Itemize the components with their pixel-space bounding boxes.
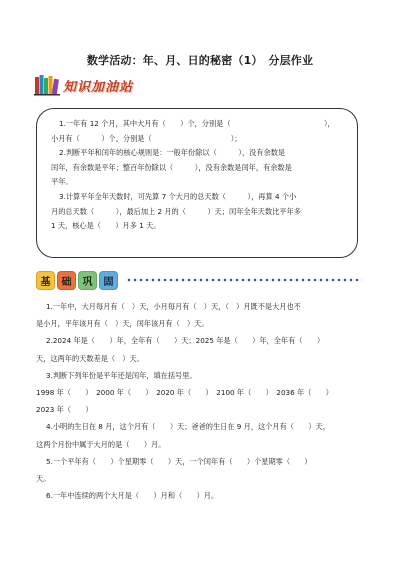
exercise-line: 这两个月份中属于大月的是（ ）月。 — [36, 439, 166, 449]
exercise-line: 天，这两年的天数差是（ ）天。 — [36, 353, 144, 363]
banner-tile: 基 — [36, 271, 55, 290]
banner-tile: 础 — [57, 271, 76, 290]
exercise-line: 天。 — [36, 474, 51, 484]
knowledge-line: 小月有（ ）个，分别是（ ）； — [51, 133, 242, 143]
knowledge-line: 平年。 — [51, 177, 73, 187]
knowledge-text — [51, 117, 349, 234]
dotted-divider — [126, 278, 362, 282]
knowledge-line: 2.判断平年和闰年的核心规则是：一般年份除以（ ），没有余数是 — [59, 148, 286, 158]
consolidation-banner — [36, 268, 362, 292]
knowledge-line: 3.计算平年全年天数时，可先算 7 个大月的总天数（ ），再算 4 个小 — [59, 191, 297, 201]
exercise-line: 6.一年中连续的两个大月是（ ）月和（ ）月。 — [46, 491, 219, 501]
exercise-line: 是小月，平年该月有（ ）天，闰年该月有（ ）天。 — [36, 319, 209, 329]
banner-tile: 巩 — [78, 271, 97, 290]
exercise-line: 5.一个平年有（ ）个星期零（ ）天，一个闰年有（ ）个星期零（ ） — [46, 456, 312, 466]
knowledge-banner — [34, 74, 133, 96]
banner-tile: 固 — [99, 271, 118, 290]
exercise-line: 1.一年中，大月每月有（ ）天，小月每月有（ ）天，（ ）月既不是大月也不 — [46, 302, 301, 311]
knowledge-box — [36, 108, 358, 258]
knowledge-line: 1 天，核心是（ ）月多 1 天。 — [51, 221, 161, 231]
exercise-list — [36, 298, 366, 504]
knowledge-line: 1.一年有 12 个月，其中大月有（ ）个，分别是（ ）， — [59, 119, 335, 128]
knowledge-banner-label: 知识加油站 — [63, 79, 134, 95]
knowledge-line: 月的总天数（ ），最后加上 2 月的（ ）天；闰年全年天数比平年多 — [51, 206, 301, 216]
exercise-line: 2023 年（ ） — [36, 405, 93, 415]
exercise-line: 2.2024 年是（ ）年，全年有（ ）天；2025 年是（ ）年，全年有（ ） — [46, 336, 325, 346]
page-title: 数学活动：年、月、日的秘密（1） 分层作业 — [86, 54, 314, 67]
knowledge-line: 闰年，有余数是平年；整百年份除以（ ），没有余数是闰年，有余数是 — [51, 162, 292, 172]
exercise-line: 1998 年（ ） 2000 年（ ） 2020 年（ ） 2100 年（ ） 2036 年（ ） — [36, 388, 333, 398]
exercise-line: 4.小明的生日在 8 月，这个月有（ ）天；爸爸的生日在 9 月，这个月有（ ）天， — [46, 422, 330, 432]
books-icon — [34, 74, 60, 96]
exercise-line: 3.判断下列年份是平年还是闰年，填在括号里。 — [46, 370, 197, 380]
